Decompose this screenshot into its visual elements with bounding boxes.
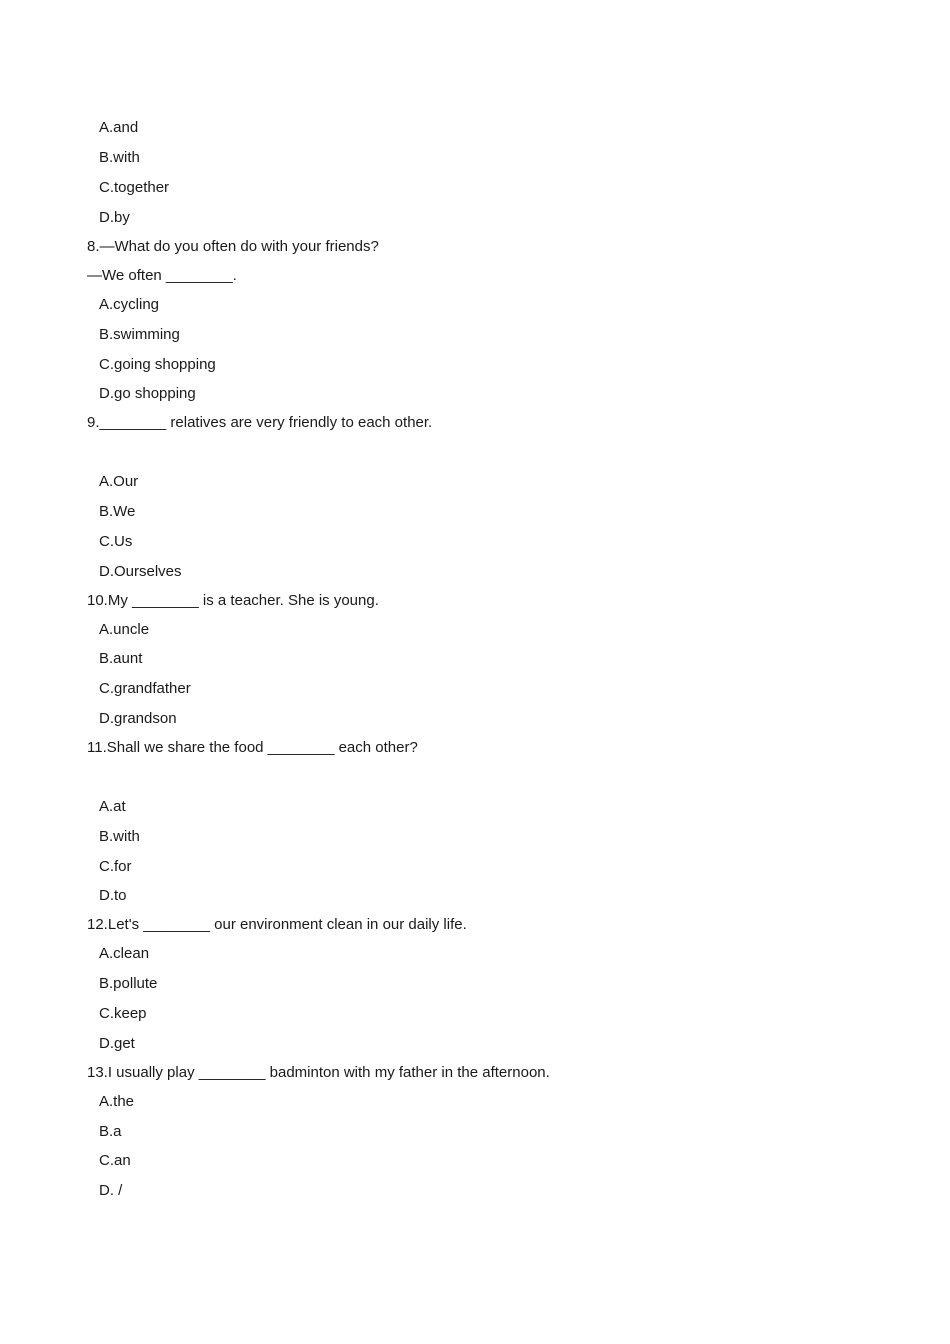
q8-option-d: D.go shopping <box>99 385 196 402</box>
q13-option-a: A.the <box>99 1093 135 1110</box>
q11-option-b: B.with <box>99 828 140 845</box>
q9-option-b: B.We <box>99 503 136 520</box>
q11-option-c: C.for <box>99 858 132 875</box>
q8-option-c: C.going shopping <box>99 356 216 373</box>
q8-option-b: B.swimming <box>99 326 180 343</box>
q9-option-d: D.Ourselves <box>99 563 182 580</box>
q9-stem: 9.________ relatives are very friendly to each other. <box>87 414 433 431</box>
q9-option-a: A.Our <box>99 473 139 490</box>
q12-option-c: C.keep <box>99 1005 147 1022</box>
q13-option-b: B.a <box>99 1123 122 1140</box>
q13-option-d: D. / <box>99 1182 123 1199</box>
q13-stem: 13.I usually play ________ badminton with my father in the afternoon. <box>87 1064 550 1081</box>
q8-stem: 8.—What do you often do with your friends? <box>87 238 379 255</box>
q13-option-c: C.an <box>99 1152 131 1169</box>
q12-option-d: D.get <box>99 1035 135 1052</box>
q11-option-d: D.to <box>99 887 127 904</box>
q10-option-a: A.uncle <box>99 621 150 638</box>
q10-option-b: B.aunt <box>99 650 143 667</box>
q10-option-d: D.grandson <box>99 710 177 727</box>
q11-option-a: A.at <box>99 798 126 815</box>
q12-option-b: B.pollute <box>99 975 158 992</box>
q12-stem: 12.Let's ________ our environment clean in our daily life. <box>87 916 467 933</box>
q12-option-a: A.clean <box>99 945 150 962</box>
q8-stem-answer-line: —We often ________. <box>87 267 237 284</box>
q8-option-a: A.cycling <box>99 296 160 313</box>
q10-option-c: C.grandfather <box>99 680 191 697</box>
q9-option-c: C.Us <box>99 533 133 550</box>
q7-option-c: C.together <box>99 179 170 196</box>
q10-stem: 10.My ________ is a teacher. She is young. <box>87 592 379 609</box>
q7-option-b: B.with <box>99 149 140 166</box>
q7-option-a: A.and <box>99 119 139 136</box>
q11-stem: 11.Shall we share the food ________ each other? <box>87 739 418 756</box>
q7-option-d: D.by <box>99 209 130 226</box>
